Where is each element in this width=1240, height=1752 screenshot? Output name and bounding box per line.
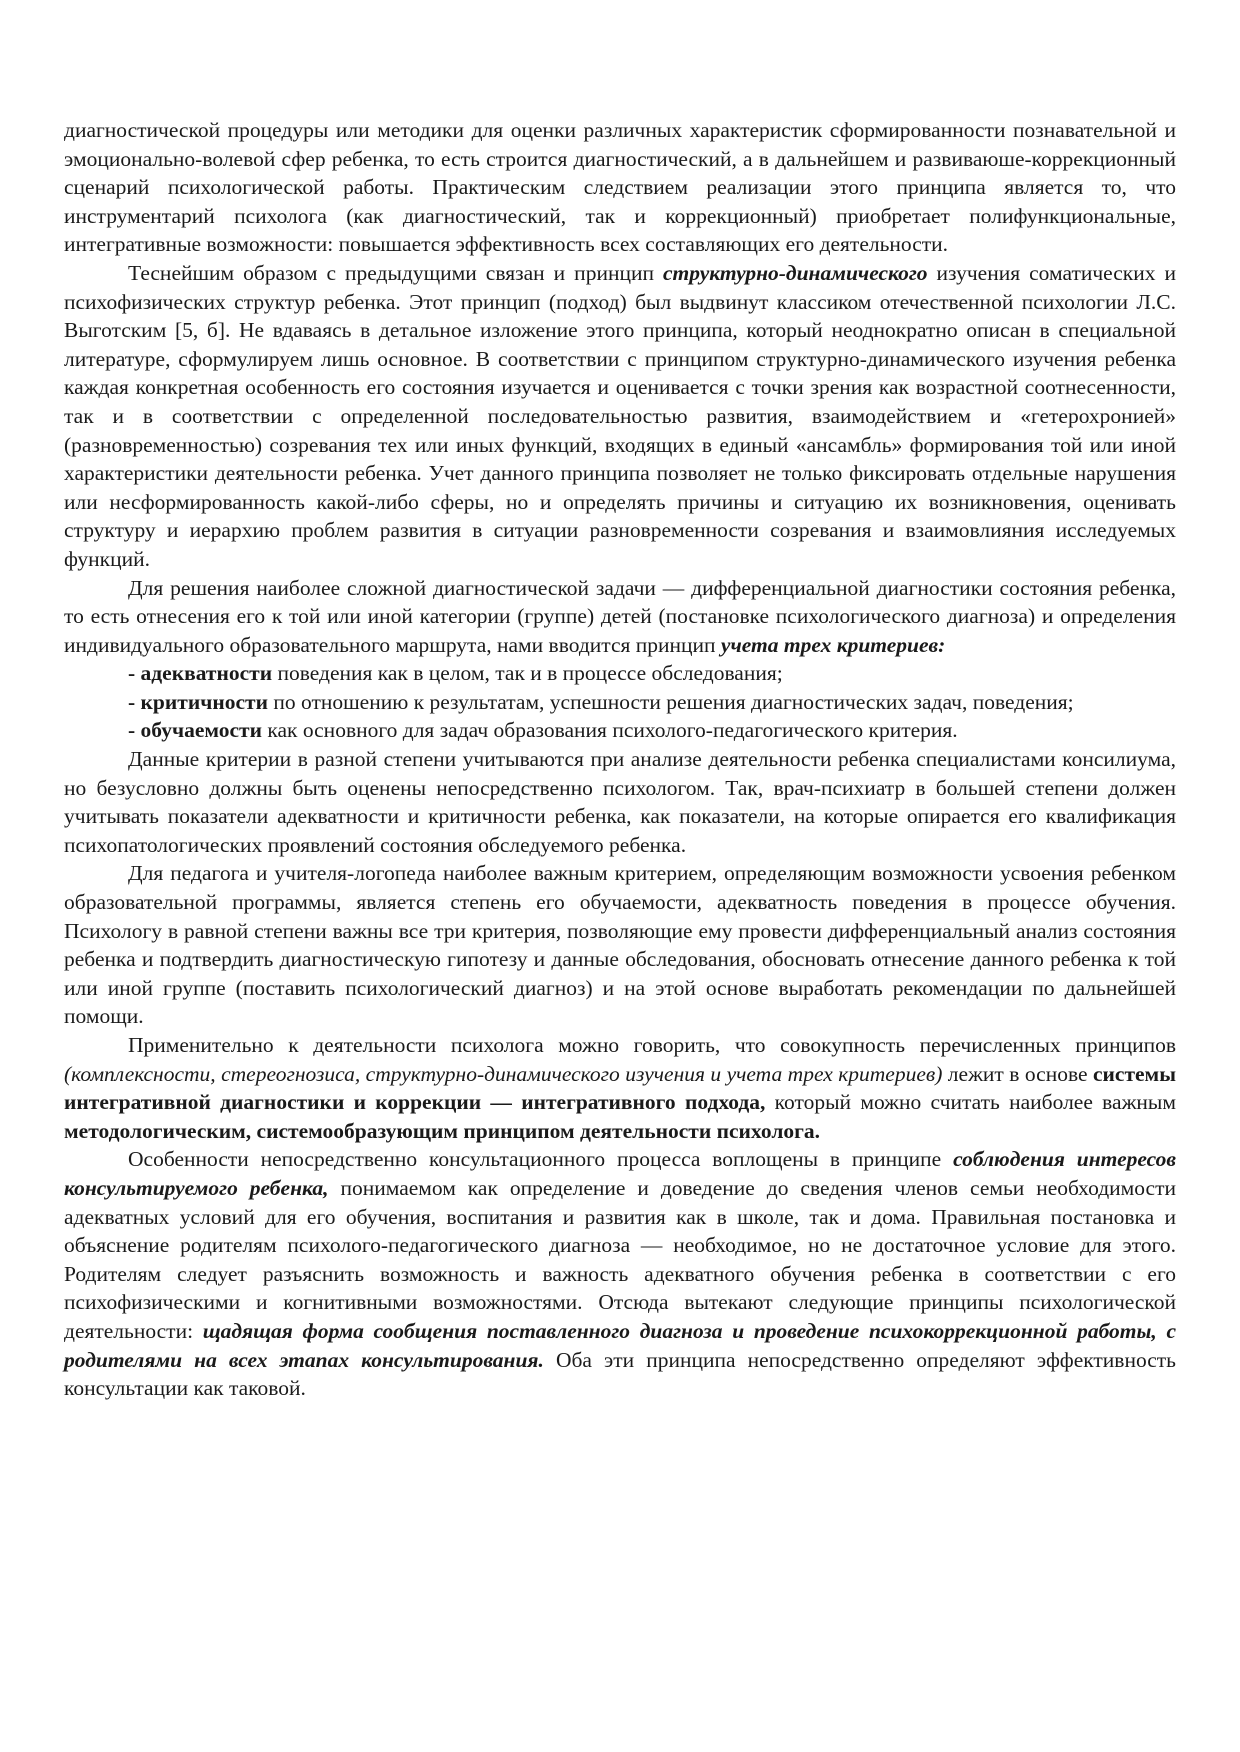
integrative-approach-bold: системы интегративной диагностики и коррекции — интегративного подхода, (64, 1061, 1176, 1115)
document-page (64, 116, 1176, 1403)
term-gentle-diagnosis: щадящая форма сообщения поставленного диагноза и проведение психокоррекционной работы, с родителями на всех этапах консультирования. (64, 1318, 1176, 1372)
list-item-adequacy-term: - адекватности (128, 661, 273, 686)
paragraph-2-text-a: Теснейшим образом с предыдущими связан и принцип (128, 260, 663, 285)
paragraph-5: Для педагога и учителя-логопеда наиболее важным критерием, определяющим возможности усвоения ребенком образовательной программы, является степень его обучаемости, адекватность поведения в процессе обучения. Психологу в равной степени важны все три критерия, позволяющие ему провести дифференциальный анализ состояния ребенка и подтвердить диагностическую гипотезу и данные обследования, обосновать отнесение данного ребенка к той или иной группе (поставить психологический диагноз) и на этой основе выработать рекомендации по дальнейшей помощи. (64, 861, 1176, 1029)
list-item-criticality-term: - критичности (128, 689, 268, 714)
paragraph-6-text-e: который можно считать наиболее важным (765, 1090, 1176, 1115)
paragraph-6-text-a: Применительно к деятельности психолога можно говорить, что совокупность перечисленных принципов (128, 1033, 1176, 1057)
list-item-criticality-text: по отношению к результатам, успешности решения диагностических задач, поведения; (267, 689, 1074, 714)
principles-list-italic: (комплексности, стереогнозиса, структурно-динамического изучения и учета трех критериев) (64, 1061, 943, 1086)
list-item-adequacy-text: поведения как в целом, так и в процессе обследования; (272, 661, 783, 686)
paragraph-6 (64, 1031, 1176, 1145)
list-item-learnability-term: - обучаемости (128, 718, 262, 743)
methodological-principle-bold: методологическим, системообразующим принципом деятельности психолога. (64, 1118, 821, 1143)
paragraph-2 (64, 259, 1176, 574)
paragraph-3-text-a: Для решения наиболее сложной диагностической задачи — дифференциальной диагностики состояния ребенка, то есть отнесения его к той или иной категории (группе) детей (постановке психологического диагноза) и определения индивидуального образовательного маршрута, нами вводится принцип (64, 575, 1176, 657)
paragraph-7-text-e: Оба эти принципа непосредственно определяют эффективность консультации как таковой. (64, 1347, 1176, 1401)
paragraph-6-text-c: лежит в основе (942, 1061, 1093, 1086)
paragraph-2-text-c: изучения соматических и психофизических структур ребенка. Этот принцип (подход) был выдвинут классиком отечественной психологии Л.С. Выготским [5, б]. Не вдаваясь в детальное изложение этого принципа, который неоднократно описан в специальной литературе, сформулируем лишь основное. В соответствии с принципом структурно-динамического изучения ребенка каждая конкретная особенность его состояния изучается и оценивается с точки зрения как возрастной соотнесенности, так и в соответствии с определенной последовательностью развития, взаимодействием и «гетерохронией» (разновременностью) созревания тех или иных функций, входящих в единый «ансамбль» формирования той или иной характеристики деятельности ребенка. Учет данного принципа позволяет не только фиксировать отдельные нарушения или несформированность какой-либо сферы, но и определять причины и ситуацию их возникновения, оценивать структуру и иерархию проблем развития в ситуации разновременности созревания и взаимовлияния исследуемых функций. (64, 260, 1176, 571)
term-three-criteria: учета трех критериев: (720, 632, 946, 657)
paragraph-1: диагностической процедуры или методики для оценки различных характеристик сформированности познавательной и эмоционально-волевой сфер ребенка, то есть строится диагностический, а в дальнейшем и развиваюше-коррекционный сценарий психологической работы. Практическим следствием реализации этого принципа является то, что инструментарий психолога (как диагностический, так и коррекционный) приобретает полифункциональные, интегративные возможности: повышается эффективность всех составляющих его деятельности. (64, 118, 1176, 257)
list-item-learnability-text: как основного для задач образования психолого-педагогического критерия. (262, 718, 958, 743)
paragraph-7 (64, 1145, 1176, 1402)
term-structural-dynamic: структурно-динамического (663, 260, 928, 285)
paragraph-4: Данные критерии в разной степени учитываются при анализе деятельности ребенка специалистами консилиума, но безусловно должны быть оценены непосредственно психологом. Так, врач-психиатр в большей степени должен учитывать показатели адекватности и критичности ребенка, как показатели, на которые опирается его квалификация психопатологических проявлений состояния обследуемого ребенка. (64, 747, 1176, 857)
paragraph-7-text-a: Особенности непосредственно консультационного процесса воплощены в принципе (128, 1147, 954, 1172)
term-child-interests: соблюдения интересов консультируемого ребенка, (64, 1147, 1176, 1200)
paragraph-3 (64, 574, 1176, 660)
list-item-learnability (64, 716, 1176, 745)
paragraph-7-text-c: понимаемом как определение и доведение до сведения членов семьи необходимости адекватных условий для его обучения, воспитания и развития как в школе, так и дома. Правильная постановка и объяснение родителям психолого-педагогического диагноза — необходимое, но не достаточное условие для этого. Родителям следует разъяснить возможность и важность адекватного обучения ребенка в соответствии с его психофизическими и когнитивными возможностями. Отсюда вытекают следующие принципы психологической деятельности: (64, 1175, 1176, 1343)
list-item-criticality (64, 688, 1176, 717)
list-item-adequacy (64, 659, 1176, 688)
